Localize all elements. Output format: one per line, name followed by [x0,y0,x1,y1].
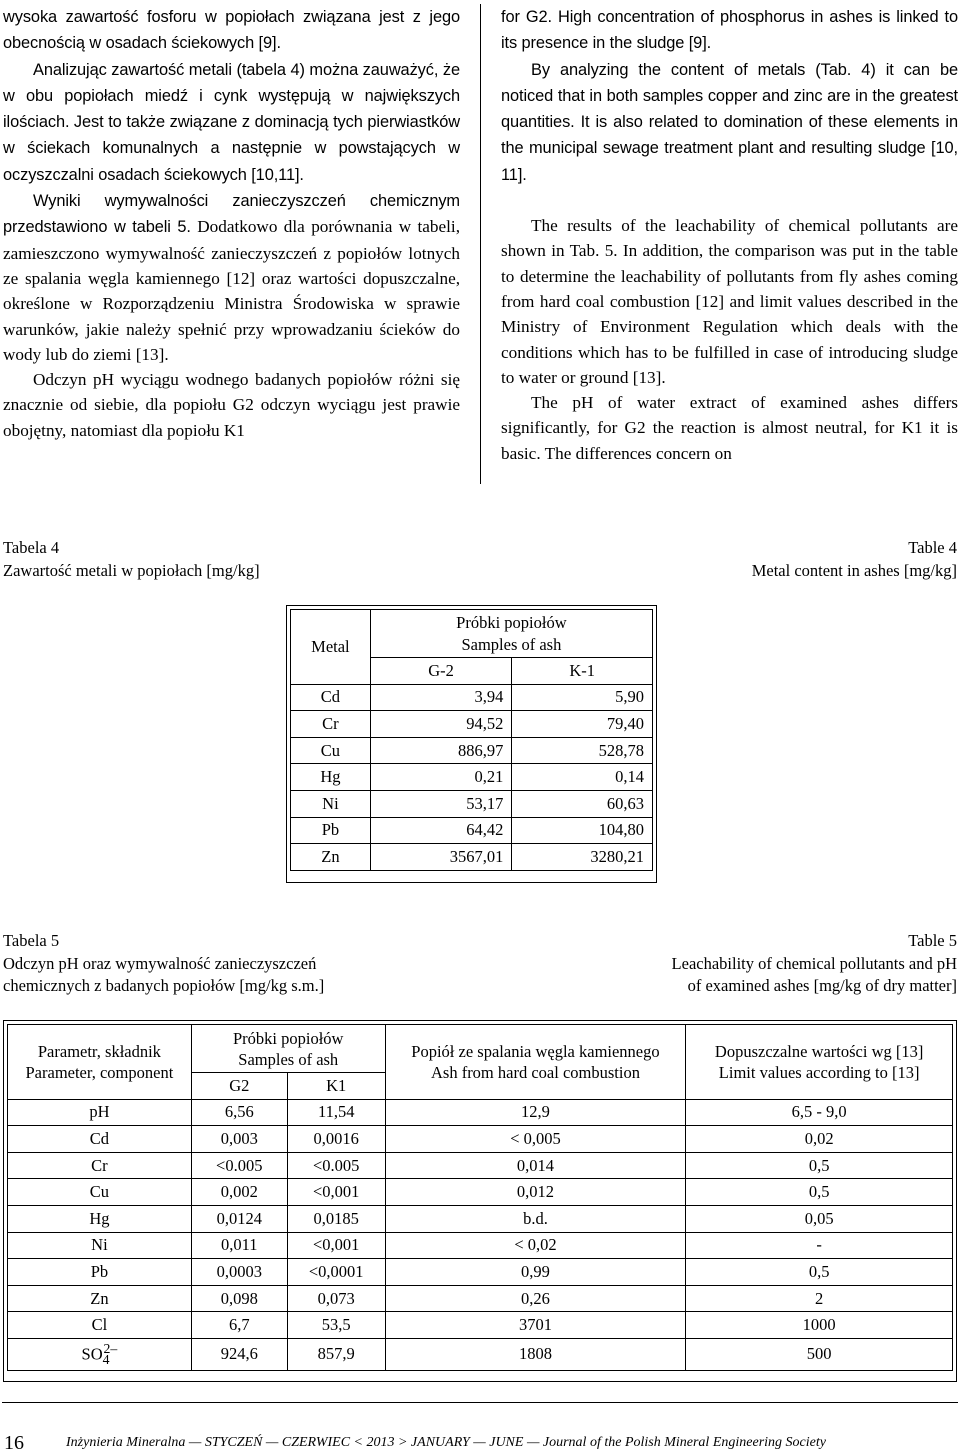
so4-superscript: 2– [103,1340,118,1356]
table5-label-en: Table 5 [908,931,957,950]
g2-cell: 0,098 [191,1285,287,1312]
header-k1-5: K1 [287,1073,385,1100]
so4-subscript: 4 [102,1351,110,1367]
limit-cell: 0,5 [686,1152,953,1179]
coal-ash-cell: 0,26 [385,1285,686,1312]
table5-caption-pl [3,930,324,998]
g2-cell: 6,56 [191,1099,287,1126]
k1-cell: 0,073 [287,1285,385,1312]
header-coal-ash-pl: Popiół ze spalania węgla kamiennego [411,1041,660,1061]
header-coal-ash [385,1025,686,1100]
table-row [8,1126,953,1153]
g2-cell: 0,011 [191,1232,287,1259]
metal-cell: Cr [291,711,371,738]
g2-value-cell: 3,94 [370,684,512,711]
header-samples-5-pl: Próbki popiołów [233,1028,344,1048]
parameter-cell: Zn [8,1285,192,1312]
table4-label-en: Table 4 [908,538,957,557]
limit-cell: 0,5 [686,1259,953,1286]
g2-value-cell: 53,17 [370,790,512,817]
right-text-column [501,4,958,466]
table5-title-pl-1: Odczyn pH oraz wymywalność zanieczyszczeń [3,953,317,973]
right-paragraph-3: The results of the leachability of chemical pollutants are shown in Tab. 5. In addition, the comparison was put in the table to determine the leachability of pollutants from fly ashes coming from hard coal combustion [12] and limit values described in the Ministry of Environment Regulation which deals with the conditions which has to be fulfilled in case of introducing sludge to water or ground [13]. [501,216,958,387]
table-row [291,764,653,791]
header-samples-5 [191,1025,385,1073]
k1-value-cell: 60,63 [512,790,653,817]
header-samples-5-en: Samples of ash [238,1049,339,1069]
coal-ash-cell: 0,012 [385,1179,686,1206]
left-paragraph-3: Wyniki wymywalności zanieczyszczeń chemicznym przedstawiono w tabeli 5. Dodatkowo dla porównania w tabeli, zamieszczono wymywalność zanieczyszczeń z popiołów lotnych ze spalania węgla kamiennego [12] oraz wartości dopuszczalne, określone w Rozporządzeniu Ministra Środowiska w sprawie warunków, jakie należy spełnić przy wprowadzaniu ścieków do wody lub do ziemi [13]. [3,192,460,364]
header-parameter-en: Parameter, component [25,1062,174,1082]
table-row [8,1152,953,1179]
k1-cell: 0,0016 [287,1126,385,1153]
k1-value-cell: 528,78 [512,737,653,764]
table5-title-en-2: of examined ashes [mg/kg of dry matter] [687,976,957,995]
coal-ash-cell: 0,99 [385,1259,686,1286]
k1-value-cell: 104,80 [512,817,653,844]
left-paragraph-2: Analizując zawartość metali (tabela 4) można zauważyć, że w obu popiołach miedź i cynk występują w największych ilościach. Jest to także związane z dominacją tych pierwiastków w ściekach komunalnych a następnie w powstających w oczyszczalni osadach ściekowych [10,11]. [3,60,461,184]
table-row [8,1205,953,1232]
metal-cell: Hg [291,764,371,791]
header-limit-values-en: Limit values according to [13] [718,1062,920,1082]
g2-cell: 0,0124 [191,1205,287,1232]
g2-cell: 0,0003 [191,1259,287,1286]
so4-cell [8,1338,192,1370]
table5-title-pl-2: chemicznych z badanych popiołów [mg/kg s.m.] [3,976,325,995]
table-row [291,684,653,711]
k1-cell: 11,54 [287,1099,385,1126]
parameter-cell: Ni [8,1232,192,1259]
k1-cell: <0,001 [287,1232,385,1259]
table4-title-en: Metal content in ashes [mg/kg] [751,560,957,580]
metals-table-body [291,684,653,870]
header-g2-5: G2 [191,1073,287,1100]
header-g2: G-2 [370,658,512,685]
right-paragraph-4: The pH of water extract of examined ashes differs significantly, for G2 the reaction is almost neutral, for K1 it is basic. The differences concern on [501,393,958,463]
coal-ash-cell: < 0,02 [385,1232,686,1259]
left-paragraph-1: wysoka zawartość fosforu w popiołach związana jest z jego obecnością w osadach ściekowych [9]. [3,8,460,53]
table-row [8,1285,953,1312]
coal-ash-cell: 3701 [385,1312,686,1339]
parameter-cell: Pb [8,1259,192,1286]
k1-value-cell: 3280,21 [512,844,653,871]
table-row [8,1099,953,1126]
so4-k1: 857,9 [287,1338,385,1370]
metal-cell: Ni [291,790,371,817]
header-samples-pl: Próbki popiołów [456,612,567,632]
table5-header-row [8,1025,953,1073]
limit-cell: 6,5 - 9,0 [686,1099,953,1126]
limit-cell: 2 [686,1285,953,1312]
metal-cell: Cd [291,684,371,711]
header-samples-en: Samples of ash [461,634,562,654]
table-row [291,790,653,817]
metals-table [290,609,653,871]
metal-cell: Zn [291,844,371,871]
footer-rule [2,1402,958,1403]
header-parameter-pl: Parametr, składnik [37,1041,161,1061]
parameter-cell: Cd [8,1126,192,1153]
g2-value-cell: 94,52 [370,711,512,738]
header-metal: Metal [291,610,371,685]
g2-cell: 0,002 [191,1179,287,1206]
so4-limit: 500 [686,1338,953,1370]
parameter-cell: Hg [8,1205,192,1232]
left-paragraph-4: Odczyn pH wyciągu wodnego badanych popiołów różni się znacznie od siebie, dla popiołu G2 odczyn wyciągu jest prawie obojętny, natomiast dla popiołu K1 [3,370,460,440]
table4-label-pl: Tabela 4 [3,538,60,557]
left-text-column [3,4,460,443]
parameter-cell: Cl [8,1312,192,1339]
right-paragraph-2: By analyzing the content of metals (Tab. 4) it can be noticed that in both samples copper and zinc are in the greatest quantities. It is also related to domination of these elements in the municipal sewage treatment plant and resulting sludge [10, 11]. [501,60,958,184]
journal-footer: Inżynieria Mineralna — STYCZEŃ — CZERWIEC < 2013 > JANUARY — JUNE — Journal of the Polish Mineral Engineering Society [66,1435,826,1450]
leachability-table [7,1024,953,1371]
metal-cell: Cu [291,737,371,764]
header-k1: K-1 [512,658,653,685]
limit-cell: - [686,1232,953,1259]
g2-value-cell: 3567,01 [370,844,512,871]
metal-cell: Pb [291,817,371,844]
table-row [8,1232,953,1259]
so4-g2: 924,6 [191,1338,287,1370]
header-samples [370,610,652,658]
k1-cell: 53,5 [287,1312,385,1339]
parameter-cell: Cr [8,1152,192,1179]
so4-label: SO [81,1344,103,1364]
k1-value-cell: 0,14 [512,764,653,791]
so4-coal: 1808 [385,1338,686,1370]
g2-cell: <0.005 [191,1152,287,1179]
limit-cell: 1000 [686,1312,953,1339]
table-row [291,844,653,871]
k1-cell: 0,0185 [287,1205,385,1232]
coal-ash-cell: < 0,005 [385,1126,686,1153]
g2-cell: 6,7 [191,1312,287,1339]
k1-cell: <0,0001 [287,1259,385,1286]
k1-value-cell: 79,40 [512,711,653,738]
table-header-row [291,610,653,658]
coal-ash-cell: 0,014 [385,1152,686,1179]
right-paragraph-1: for G2. High concentration of phosphorus in ashes is linked to its presence in the sludge [9]. [501,8,958,53]
table4-caption-en [752,537,957,582]
coal-ash-cell: b.d. [385,1205,686,1232]
table-row [8,1259,953,1286]
table4-caption-pl [3,537,260,582]
limit-cell: 0,5 [686,1179,953,1206]
page-number: 16 [4,1432,24,1454]
table-row [8,1179,953,1206]
g2-value-cell: 886,97 [370,737,512,764]
limit-cell: 0,02 [686,1126,953,1153]
g2-value-cell: 64,42 [370,817,512,844]
coal-ash-cell: 12,9 [385,1099,686,1126]
k1-cell: <0.005 [287,1152,385,1179]
k1-cell: <0,001 [287,1179,385,1206]
table4-title-pl: Zawartość metali w popiołach [mg/kg] [3,560,260,580]
header-limit-values [686,1025,953,1100]
table-row [291,817,653,844]
table-row [8,1312,953,1339]
header-coal-ash-en: Ash from hard coal combustion [430,1062,640,1082]
header-parameter [8,1025,192,1100]
header-limit-values-pl: Dopuszczalne wartości wg [13] [714,1041,924,1061]
g2-value-cell: 0,21 [370,764,512,791]
g2-cell: 0,003 [191,1126,287,1153]
column-divider [480,4,481,484]
table-row [291,711,653,738]
table-row [8,1338,953,1370]
parameter-cell: pH [8,1099,192,1126]
k1-value-cell: 5,90 [512,684,653,711]
leachability-table-body [8,1099,953,1338]
table5-caption-en [672,930,957,998]
table5-label-pl: Tabela 5 [3,931,60,950]
table5-title-en-1: Leachability of chemical pollutants and pH [671,953,957,973]
limit-cell: 0,05 [686,1205,953,1232]
parameter-cell: Cu [8,1179,192,1206]
table-row [291,737,653,764]
